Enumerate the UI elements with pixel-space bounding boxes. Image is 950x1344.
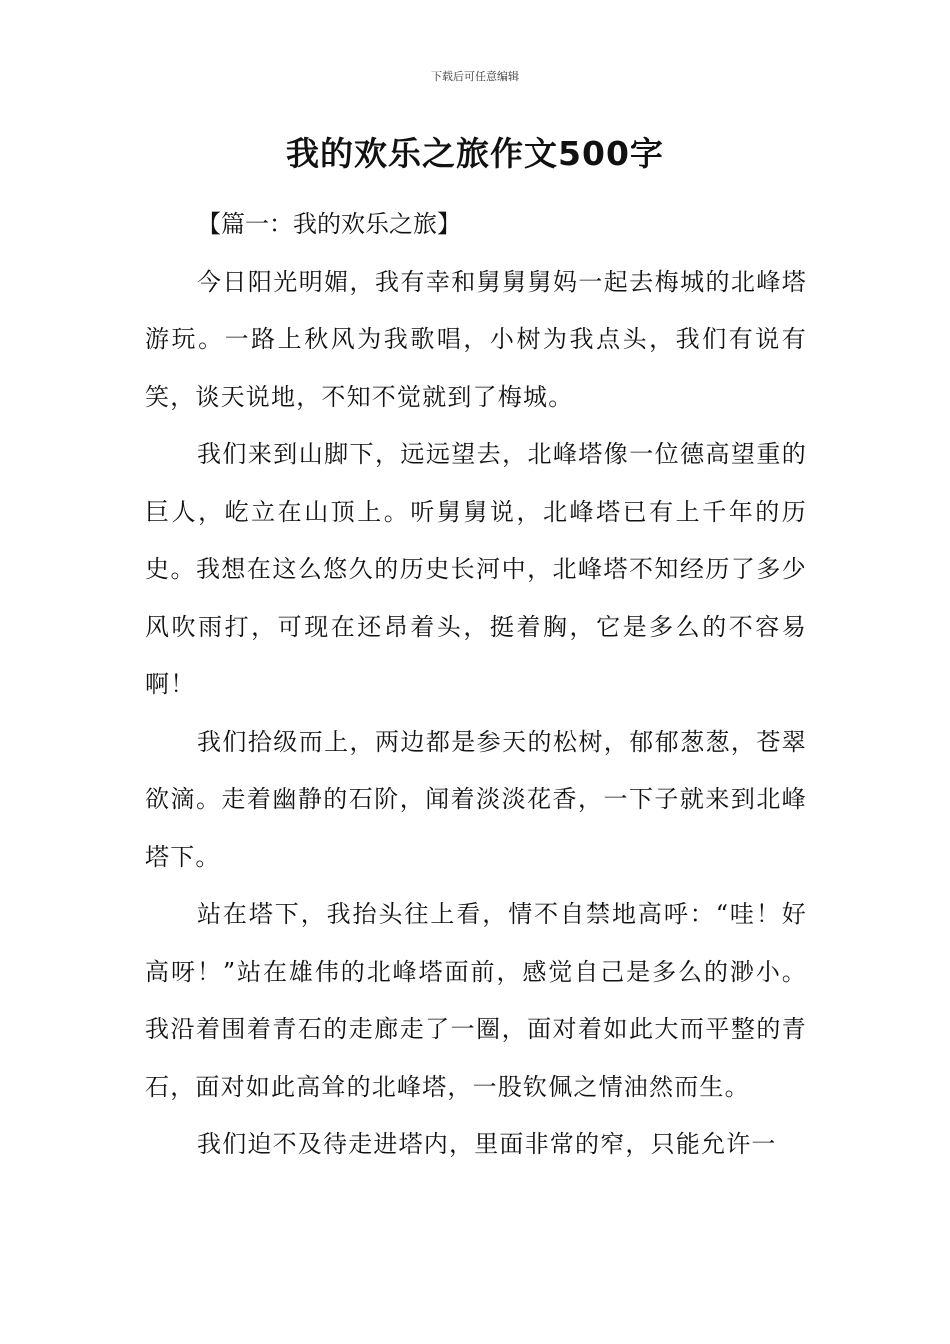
document-body — [145, 196, 807, 1174]
paragraph-1: 今日阳光明媚，我有幸和舅舅舅妈一起去梅城的北峰塔游玩。一路上秋风为我歌唱，小树为我点头，我们有说有笑，谈天说地，不知不觉就到了梅城。 — [145, 267, 807, 411]
paragraph-5: 我们迫不及待走进塔内，里面非常的窄，只能允许一 — [197, 1130, 777, 1158]
header-note: 下载后可任意编辑 — [431, 70, 519, 83]
section-heading: 【篇一：我的欢乐之旅】 — [197, 210, 461, 238]
paragraph-2: 我们来到山脚下，远远望去，北峰塔像一位德高望重的巨人，屹立在山顶上。听舅舅说，北峰塔已有上千年的历史。我想在这么悠久的历史长河中，北峰塔不知经历了多少风吹雨打，可现在还昂着头，挺着胸，它是多么的不容易啊！ — [145, 440, 807, 698]
paragraph-3: 我们拾级而上，两边都是参天的松树，郁郁葱葱，苍翠欲滴。走着幽静的石阶，闻着淡淡花香，一下子就来到北峰塔下。 — [145, 727, 807, 871]
document-title: 我的欢乐之旅作文500字 — [286, 134, 664, 173]
paragraph-4: 站在塔下，我抬头往上看，情不自禁地高呼：“哇！好高呀！”站在雄伟的北峰塔面前，感觉自己是多么的渺小。我沿着围着青石的走廊走了一圈，面对着如此大而平整的青石，面对如此高耸的北峰塔，一股钦佩之情油然而生。 — [145, 900, 807, 1101]
